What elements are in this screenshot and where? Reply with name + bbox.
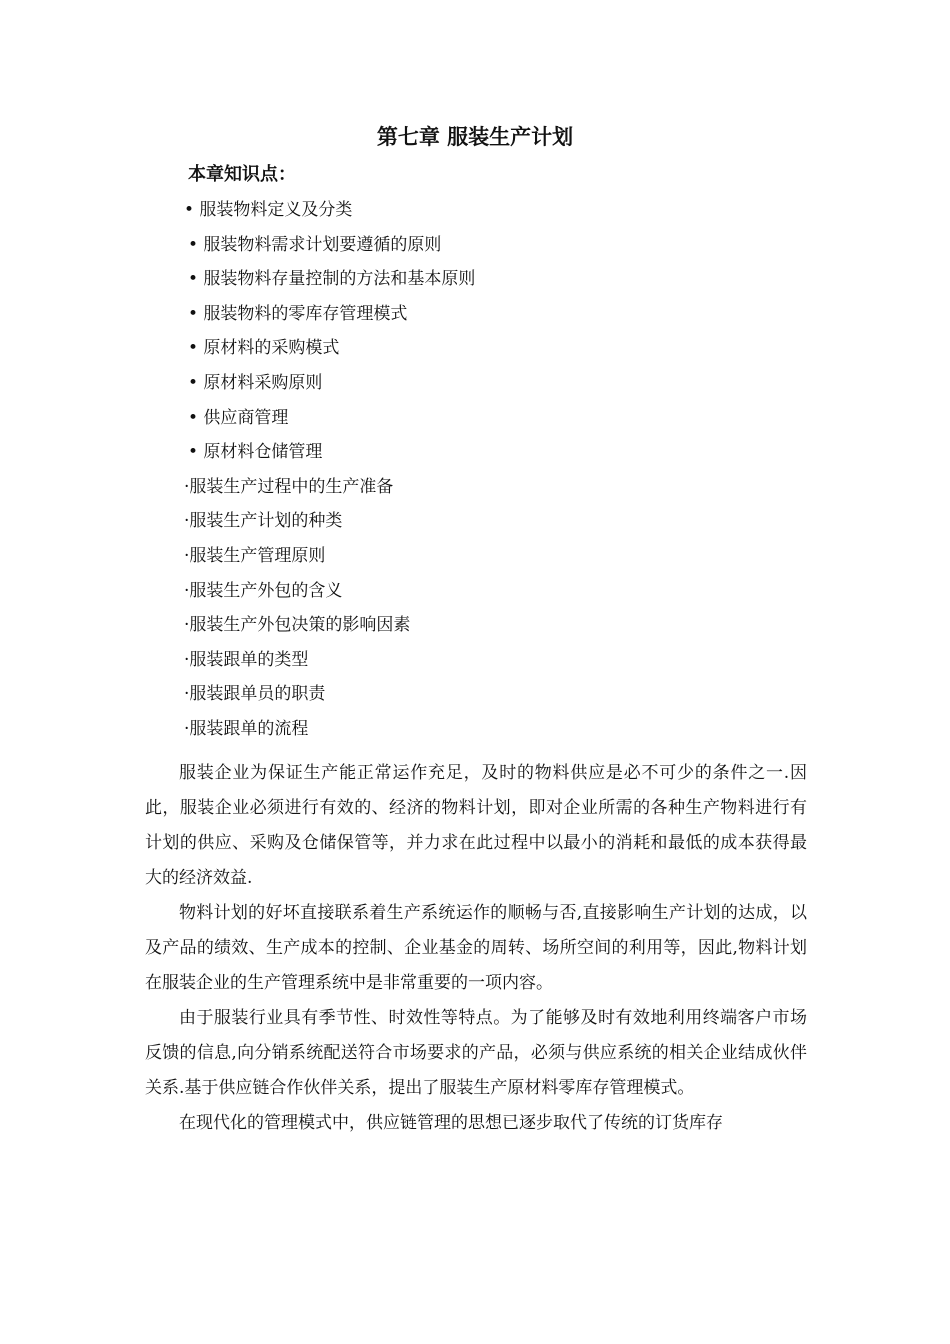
knowledge-point-text: ·服装生产过程中的生产准备 [184,476,394,497]
knowledge-point-text: ·服装跟单的流程 [184,718,309,739]
knowledge-point [0,643,950,678]
knowledge-points-list [0,193,950,747]
knowledge-point-text: • 服装物料定义及分类 [184,200,353,220]
knowledge-point-text: • 服装物料的零库存管理模式 [188,303,408,324]
knowledge-points-heading: 本章知识点： [188,164,296,185]
chapter-title: 第七章 服装生产计划 [376,125,574,149]
knowledge-point-text: ·服装生产外包的含义 [184,580,343,601]
knowledge-point-text: ·服装生产管理原则 [184,545,326,566]
paragraph: 在现代化的管理模式中，供应链管理的思想已逐步取代了传统的订货库存 [179,1113,723,1133]
knowledge-point-text: • 原材料的采购模式 [188,338,340,359]
knowledge-point-text: ·服装生产计划的种类 [184,511,343,532]
knowledge-point-text: • 原材料仓储管理 [188,442,323,463]
knowledge-point [0,366,950,401]
knowledge-point [0,470,950,505]
knowledge-point [0,262,950,297]
knowledge-point [0,435,950,470]
paragraph: 服装企业为保证生产能正常运作充足，及时的物料供应是必不可少的条件之一.因此，服装企业必须进行有效的、经济的物料计划，即对企业所需的各种生产物料进行有计划的供应、采购及仓储保管等，并力求在此过程中以最小的消耗和最低的成本获得最大的经济效益. [145,763,807,888]
knowledge-point [0,297,950,332]
knowledge-point [0,574,950,609]
knowledge-point [0,608,950,643]
knowledge-point-text: ·服装生产外包决策的影响因素 [184,615,411,636]
knowledge-point-text: • 供应商管理 [188,407,289,428]
knowledge-point [0,539,950,574]
knowledge-point [0,193,950,228]
knowledge-point-text: • 服装物料需求计划要遵循的原则 [188,234,442,255]
knowledge-point [0,228,950,263]
knowledge-point [0,504,950,539]
paragraph: 由于服装行业具有季节性、时效性等特点。为了能够及时有效地利用终端客户市场反馈的信息,向分销系统配送符合市场要求的产品，必须与供应系统的相关企业结成伙伴关系.基于供应链合作伙伴关系，提出了服装生产原材料零库存管理模式。 [145,1008,807,1098]
knowledge-point-text: ·服装跟单员的职责 [184,684,326,705]
knowledge-point-text: ·服装跟单的类型 [184,649,309,670]
body-text [145,756,807,1141]
knowledge-point [0,677,950,712]
knowledge-point [0,401,950,436]
knowledge-point-text: • 服装物料存量控制的方法和基本原则 [188,269,476,290]
knowledge-point-text: • 原材料采购原则 [188,372,323,393]
knowledge-point [0,712,950,747]
paragraph: 物料计划的好坏直接联系着生产系统运作的顺畅与否,直接影响生产计划的达成，以及产品的绩效、生产成本的控制、企业基金的周转、场所空间的利用等，因此,物料计划在服装企业的生产管理系统中是非常重要的一项内容。 [145,903,807,993]
knowledge-point [0,331,950,366]
